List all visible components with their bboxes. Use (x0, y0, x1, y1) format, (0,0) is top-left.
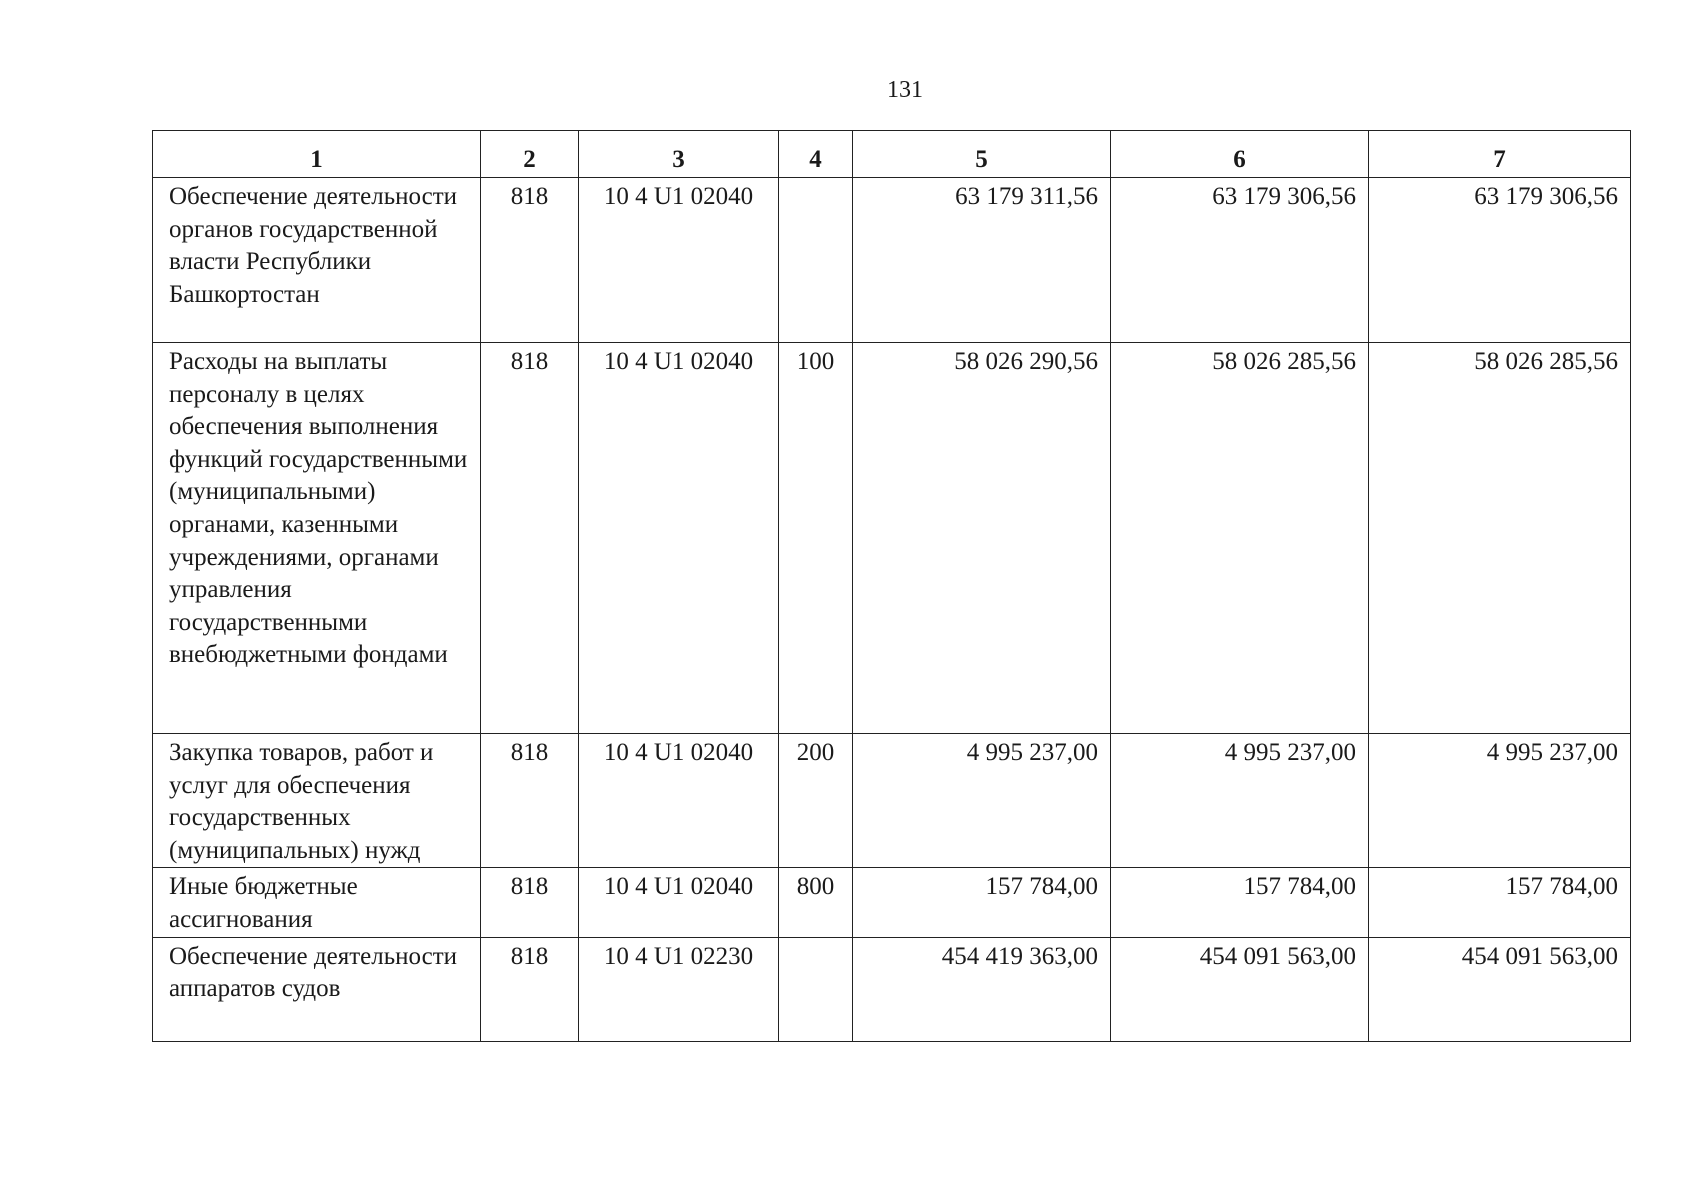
amount-col6-cell: 63 179 306,56 (1111, 178, 1369, 343)
target-article-cell: 10 4 U1 02040 (579, 734, 779, 868)
amount-col5-cell: 454 419 363,00 (853, 937, 1111, 1041)
amount-col6-cell: 454 091 563,00 (1111, 937, 1369, 1041)
page-number: 131 (887, 77, 923, 103)
amount-col7-cell: 454 091 563,00 (1369, 937, 1631, 1041)
amount-col5-cell: 157 784,00 (853, 868, 1111, 937)
amount-col6-cell: 157 784,00 (1111, 868, 1369, 937)
expense-name-cell: Закупка товаров, работ и услуг для обеспечения государственных (муниципальных) нужд (153, 734, 481, 868)
expense-type-cell (779, 178, 853, 343)
table-row (153, 343, 1631, 734)
expense-type-cell: 800 (779, 868, 853, 937)
expense-name-cell: Иные бюджетные ассигнования (153, 868, 481, 937)
expense-type-cell: 100 (779, 343, 853, 734)
expense-name-cell: Расходы на выплаты персоналу в целях обеспечения выполнения функций государственными (муниципальными) органами, казенными учреждениями, органами управления государственными внебюджетными фондами (153, 343, 481, 734)
table-row (153, 734, 1631, 868)
expense-type-cell: 200 (779, 734, 853, 868)
table-row (153, 868, 1631, 937)
column-header-6: 6 (1111, 131, 1369, 178)
expense-name-cell: Обеспечение деятельности аппаратов судов (153, 937, 481, 1041)
ministry-code-cell: 818 (481, 868, 579, 937)
amount-col5-cell: 58 026 290,56 (853, 343, 1111, 734)
column-header-3: 3 (579, 131, 779, 178)
amount-col7-cell: 58 026 285,56 (1369, 343, 1631, 734)
ministry-code-cell: 818 (481, 937, 579, 1041)
expense-type-cell (779, 937, 853, 1041)
target-article-cell: 10 4 U1 02230 (579, 937, 779, 1041)
target-article-cell: 10 4 U1 02040 (579, 868, 779, 937)
column-header-5: 5 (853, 131, 1111, 178)
amount-col6-cell: 4 995 237,00 (1111, 734, 1369, 868)
amount-col7-cell: 157 784,00 (1369, 868, 1631, 937)
amount-col7-cell: 63 179 306,56 (1369, 178, 1631, 343)
amount-col6-cell: 58 026 285,56 (1111, 343, 1369, 734)
budget-table (152, 130, 1631, 1042)
target-article-cell: 10 4 U1 02040 (579, 343, 779, 734)
ministry-code-cell: 818 (481, 734, 579, 868)
ministry-code-cell: 818 (481, 178, 579, 343)
table-row (153, 178, 1631, 343)
header-row (153, 131, 1631, 178)
column-header-2: 2 (481, 131, 579, 178)
ministry-code-cell: 818 (481, 343, 579, 734)
column-header-4: 4 (779, 131, 853, 178)
expense-name-cell: Обеспечение деятельности органов государственной власти Республики Башкортостан (153, 178, 481, 343)
amount-col5-cell: 63 179 311,56 (853, 178, 1111, 343)
column-header-1: 1 (153, 131, 481, 178)
target-article-cell: 10 4 U1 02040 (579, 178, 779, 343)
amount-col5-cell: 4 995 237,00 (853, 734, 1111, 868)
amount-col7-cell: 4 995 237,00 (1369, 734, 1631, 868)
table-row (153, 937, 1631, 1041)
column-header-7: 7 (1369, 131, 1631, 178)
